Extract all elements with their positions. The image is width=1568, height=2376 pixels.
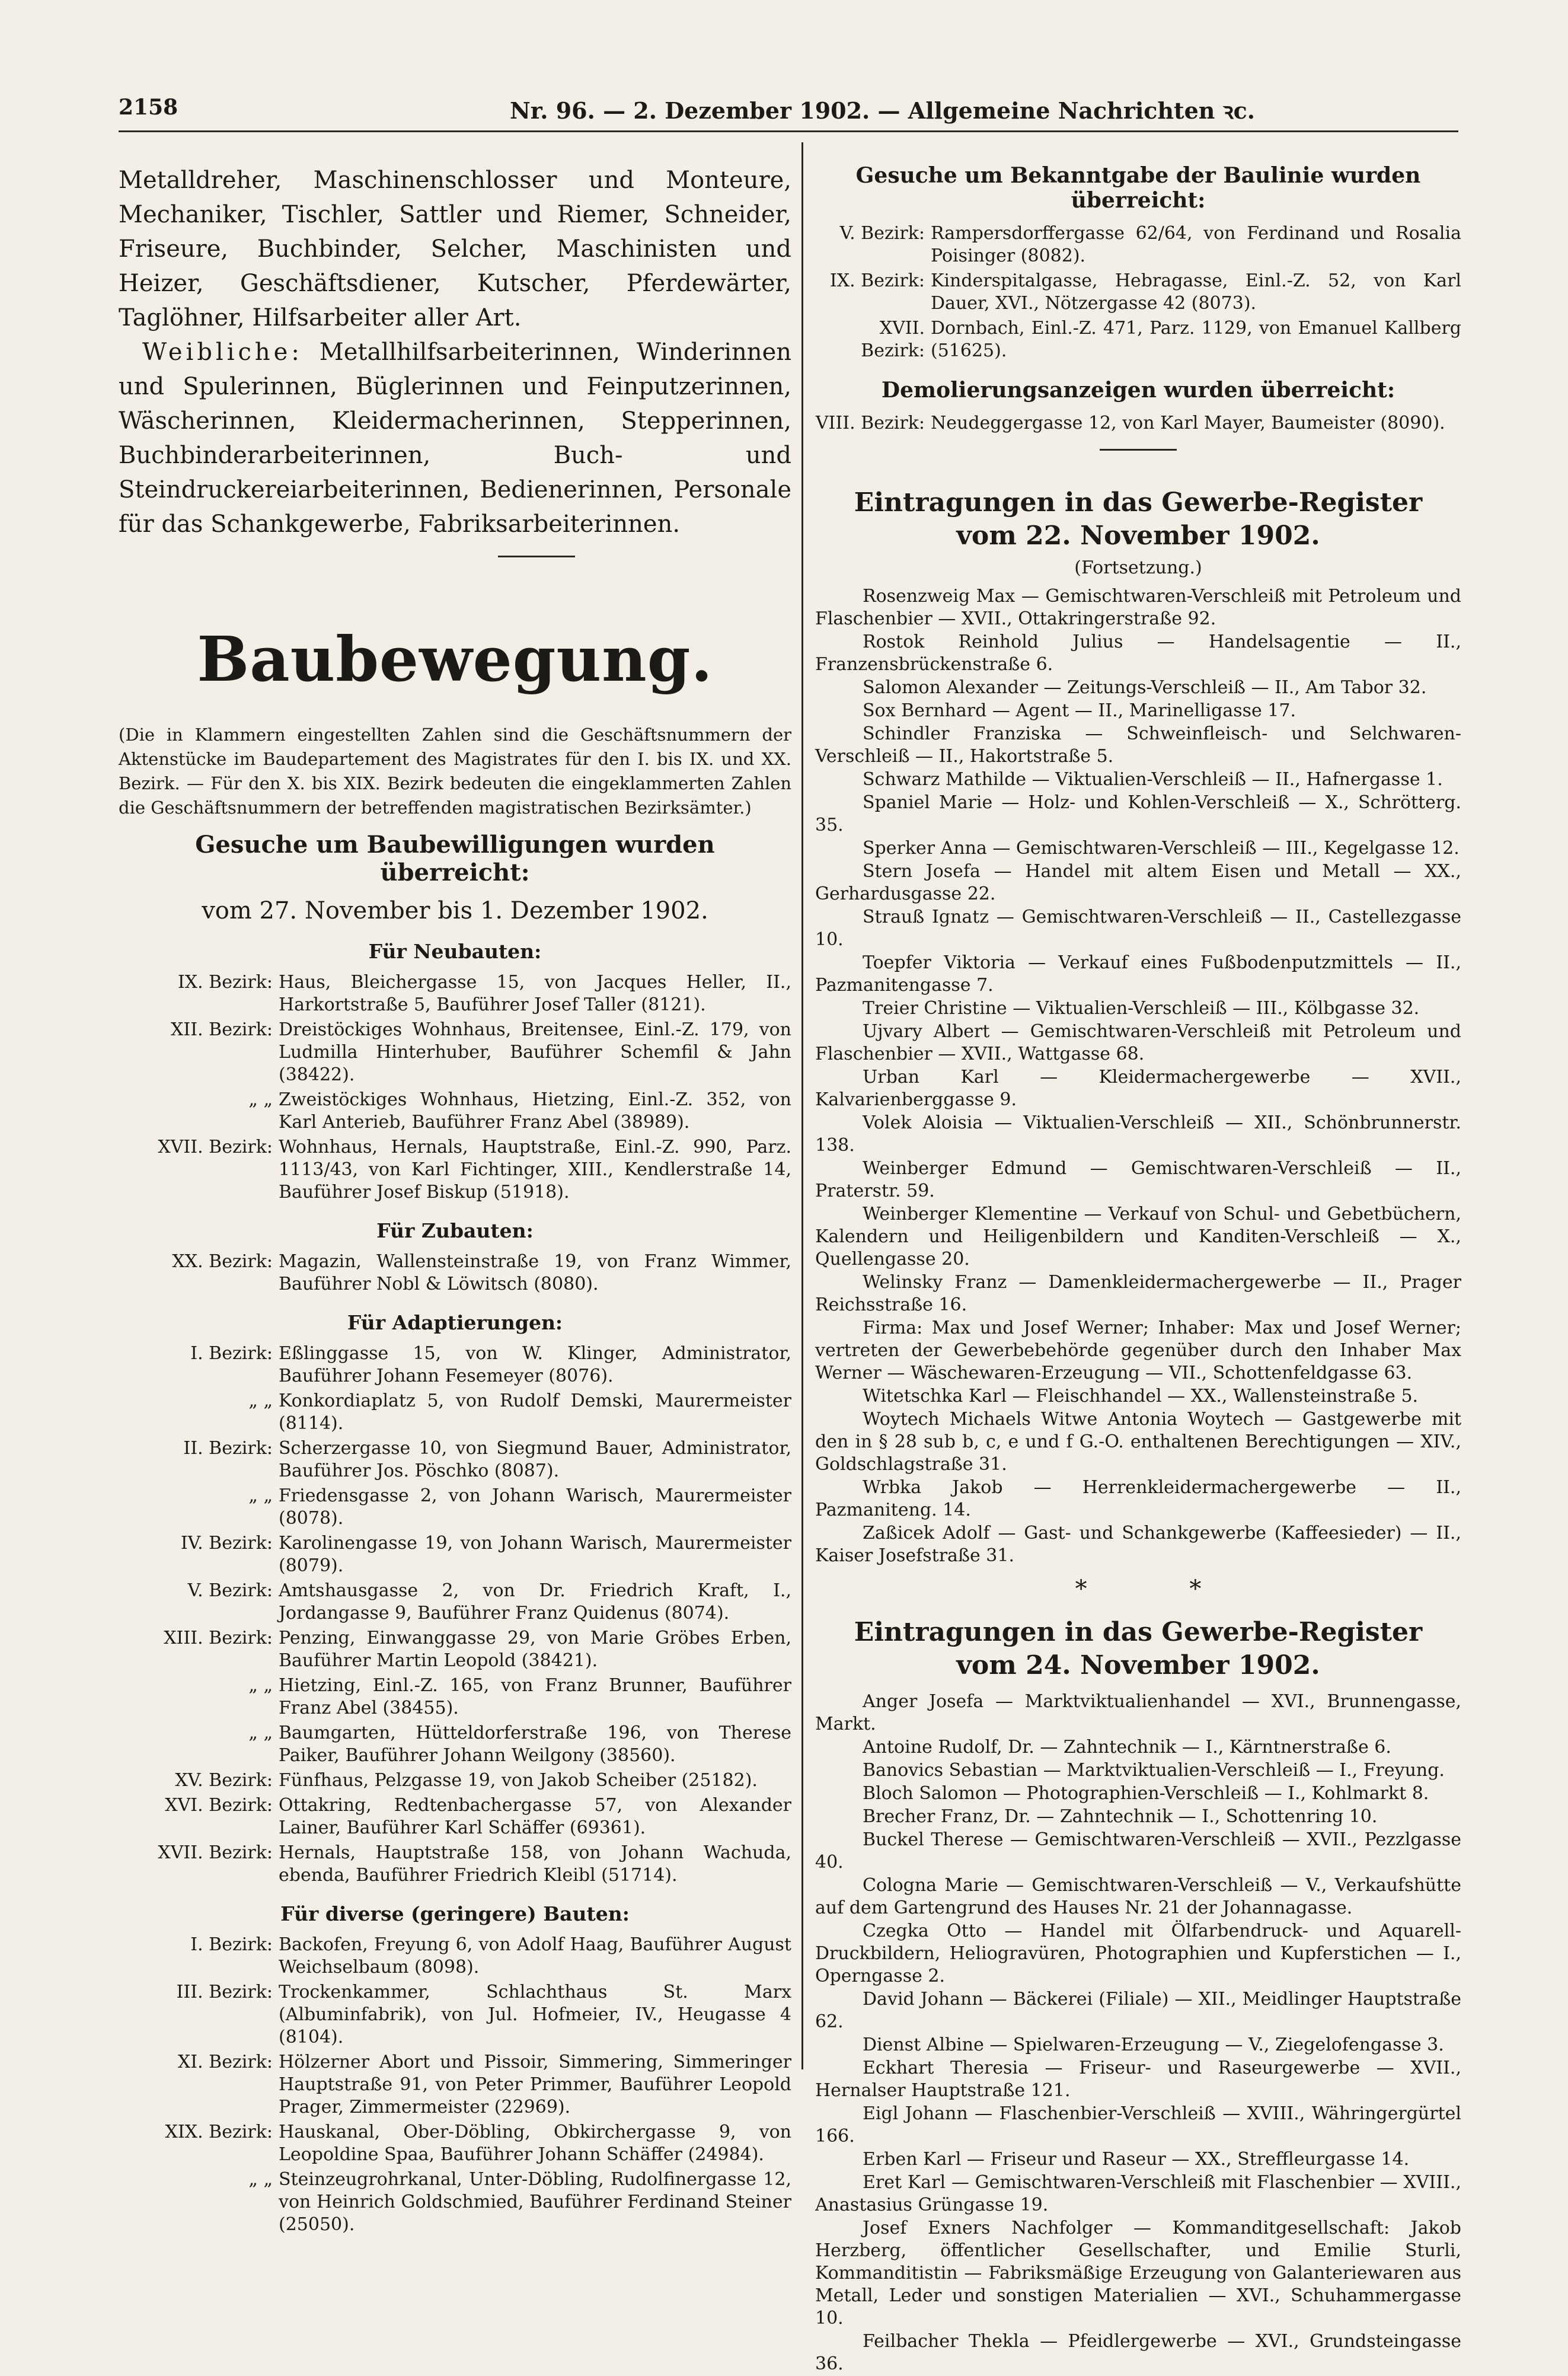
entry-row [119, 1019, 791, 1086]
register-entry: Ujvary Albert — Gemischtwaren-Verschleiß mit Petroleum und Flaschenbier — XVII., Wattgasse 68. [815, 1021, 1461, 1064]
entry-text: Ottakring, Redtenbachergasse 57, von Alexander Lainer, Bauführer Karl Schäffer (69361). [279, 1795, 791, 1838]
register-entry: Sox Bernhard — Agent — II., Marinelligasse 17. [863, 700, 1296, 721]
entry-row [119, 1580, 791, 1625]
entry-text: Scherzergasse 10, von Siegmund Bauer, Administrator, Bauführer Jos. Pöschko (8087). [279, 1438, 791, 1481]
female-occupations-text: Metallhilfsarbeiterinnen, Winderinnen und Spulerinnen, Büglerinnen und Feinputzerinnen, Wäscherinnen, Kleidermacherinnen, Stepperinnen, Buchbinderarbeiterinnen, Buch- und Steindruckereiarbeiterinnen, Bedienerinnen, Personale für das Schankgewerbe, Fabriksarbeiterinnen. [119, 339, 791, 538]
entry-text: Penzing, Einwanggasse 29, von Marie Gröbes Erben, Bauführer Martin Leopold (38421). [279, 1628, 791, 1671]
register-entry: Rosenzweig Max — Gemischtwaren-Verschleiß mit Petroleum und Flaschenbier — XVII., Ottakringerstraße 92. [815, 586, 1461, 629]
register-entry: Antoine Rudolf, Dr. — Zahntechnik — I., Kärntnerstraße 6. [863, 1737, 1391, 1758]
register-entry: Feilbacher Thekla — Pfeidlergewerbe — XVI., Grundsteingasse 36. [815, 2331, 1461, 2374]
entry-row [119, 1390, 791, 1435]
register-entry: Salomon Alexander — Zeitungs-Verschleiß — II., Am Tabor 32. [863, 677, 1427, 698]
register-entry: Volek Aloisia — Viktualien-Verschleiß — XII., Schönbrunnerstr. 138. [815, 1112, 1461, 1156]
entry-row [119, 1794, 791, 1839]
neubauten-heading: Für Neubauten: [368, 940, 542, 963]
register-entry: Witetschka Karl — Fleischhandel — XX., Wallensteinstraße 5. [863, 1386, 1419, 1407]
district-label: „ „ [248, 2169, 273, 2190]
district-label: I. Bezirk: [190, 1343, 273, 1364]
register-entry: Treier Christine — Viktualien-Verschleiß — III., Kölbgasse 32. [863, 998, 1420, 1019]
entry-row [815, 317, 1461, 362]
entry-row [119, 1485, 791, 1530]
register-entry: Weinberger Edmund — Gemischtwaren-Verschleiß — II., Praterstr. 59. [815, 1158, 1461, 1201]
register-1-continuation: (Fortsetzung.) [1074, 557, 1202, 578]
district-label: XVII. Bezirk: [158, 1842, 273, 1863]
register-1-list [815, 585, 1461, 1567]
register-entry: Anger Josefa — Marktviktualienhandel — XVI., Brunnengasse, Markt. [815, 1691, 1461, 1734]
weibliche-label: Weibliche: [142, 339, 303, 366]
district-label: „ „ [248, 1675, 273, 1696]
register-entry: Zaßicek Adolf — Gast- und Schankgewerbe (Kaffeesieder) — II., Kaiser Josefstraße 31. [815, 1523, 1461, 1566]
entry-text: Baumgarten, Hütteldorferstraße 196, von Therese Paiker, Bauführer Johann Weilgony (38560). [279, 1723, 791, 1766]
entry-text: Backofen, Freyung 6, von Adolf Haag, Bauführer August Weichselbaum (8098). [279, 1934, 791, 1978]
register-entry: Cologna Marie — Gemischtwaren-Verschleiß — V., Verkaufshütte auf dem Gartengrund des Hauses Nr. 21 der Johannagasse. [815, 1875, 1461, 1918]
entry-row [119, 1675, 791, 1720]
baulinie-list [815, 222, 1461, 362]
district-label: VIII. Bezirk: [815, 413, 925, 433]
entry-text: Neudeggergasse 12, von Karl Mayer, Baumeister (8090). [931, 413, 1445, 433]
entry-row [119, 1437, 791, 1482]
entry-text: Zweistöckiges Wohnhaus, Hietzing, Einl.-Z. 352, von Karl Anterieb, Bauführer Franz Abel (38989). [279, 1089, 791, 1133]
neubauten-list [119, 971, 791, 1204]
district-label: XI. Bezirk: [177, 2052, 273, 2072]
register-entry: Strauß Ignatz — Gemischtwaren-Verschleiß — II., Castellezgasse 10. [815, 907, 1461, 950]
baubewegung-title: Baubewegung. [197, 623, 713, 696]
register-1-title-line2: vom 22. November 1902. [956, 521, 1320, 551]
male-occupations-text: Metalldreher, Maschinenschlosser und Monteure, Mechaniker, Tischler, Sattler und Riemer, Schneider, Friseure, Buchbinder, Selcher, Maschinisten und Heizer, Geschäftsdiener, Kutscher, Pferdewärter, Taglöhner, Hilfsarbeiter aller Art. [119, 167, 791, 331]
gesuche-date: vom 27. November bis 1. Dezember 1902. [202, 897, 708, 924]
diverse-list [119, 1934, 791, 2236]
entry-text: Dornbach, Einl.-Z. 471, Parz. 1129, von Emanuel Kallberg (51625). [931, 318, 1461, 361]
adaptierungen-heading: Für Adaptierungen: [347, 1311, 563, 1334]
district-label: IV. Bezirk: [180, 1533, 273, 1554]
entry-text: Magazin, Wallensteinstraße 19, von Franz Wimmer, Bauführer Nobl & Löwitsch (8080). [279, 1251, 791, 1294]
left-column [119, 163, 791, 2238]
entry-row [119, 2121, 791, 2166]
zubauten-list [119, 1251, 791, 1296]
register-entry: Bloch Salomon — Photographien-Verschleiß — I., Kohlmarkt 8. [863, 1783, 1429, 1804]
district-label: IX. Bezirk: [177, 972, 273, 993]
entry-text: Fünfhaus, Pelzgasse 19, von Jakob Scheiber (25182). [279, 1770, 758, 1791]
register-2-title-line2: vom 24. November 1902. [956, 1650, 1320, 1680]
register-entry: Eckhart Theresia — Friseur- und Raseurgewerbe — XVII., Hernalser Hauptstraße 121. [815, 2058, 1461, 2101]
register-entry: Dienst Albine — Spielwaren-Erzeugung — V., Ziegelofengasse 3. [863, 2034, 1444, 2055]
district-label: XIX. Bezirk: [165, 2122, 273, 2142]
entry-text: Friedensgasse 2, von Johann Warisch, Maurermeister (8078). [279, 1485, 791, 1529]
register-2-list [815, 1691, 1461, 2375]
section-divider [1100, 449, 1177, 451]
section-divider [498, 556, 575, 557]
register-entry: Weinberger Klementine — Verkauf von Schul- und Gebetbüchern, Kalendern und Heiligenbildern und Kanditen-Verschleiß — X., Quellengasse 20. [815, 1204, 1461, 1270]
district-label: „ „ [248, 1089, 273, 1110]
entry-row [815, 412, 1461, 435]
register-entry: Sperker Anna — Gemischtwaren-Verschleiß — III., Kegelgasse 12. [863, 838, 1460, 859]
register-entry: Firma: Max und Josef Werner; Inhaber: Max und Josef Werner; vertreten der Gewerbebehörde gegenüber durch den Inhaber Max Werner — Wäschewaren-Erzeugung — VII., Schottenfeldgasse 63. [815, 1318, 1461, 1383]
register-1-title-line1: Eintragungen in das Gewerbe-Register [854, 487, 1423, 518]
district-label: XIII. Bezirk: [164, 1628, 273, 1648]
district-label: XVI. Bezirk: [165, 1795, 273, 1816]
entry-row [119, 1769, 791, 1792]
register-entry: Erben Karl — Friseur und Raseur — XX., Streffleurgasse 14. [863, 2149, 1410, 2170]
entry-text: Amtshausgasse 2, von Dr. Friedrich Kraft, I., Jordangasse 9, Bauführer Franz Quidenus (8074). [279, 1580, 791, 1624]
gesuche-heading: Gesuche um Baubewilligungen wurden überreicht: [195, 831, 715, 886]
header-rule [119, 130, 1458, 132]
baubewegung-intro: (Die in Klammern eingestellten Zahlen sind die Geschäftsnummern der Aktenstücke im Baudepartement des Magistrates für den I. bis IX. und XX. Bezirk. — Für den X. bis XIX. Bezirk bedeuten die eingeklammerten Zahlen die Geschäftsnummern der betreffenden magistratischen Bezirksämter.) [119, 725, 791, 818]
entry-row [119, 1934, 791, 1979]
page-number: 2158 [119, 95, 178, 120]
district-label: „ „ [248, 1485, 273, 1506]
entry-text: Haus, Bleichergasse 15, von Jacques Heller, II., Harkortstraße 5, Bauführer Josef Taller (8121). [279, 972, 791, 1015]
entry-text: Hölzerner Abort und Pissoir, Simmering, Simmeringer Hauptstraße 91, von Peter Primmer, Bauführer Leopold Prager, Zimmermeister (22969). [279, 2052, 791, 2117]
entry-text: Eßlinggasse 15, von W. Klinger, Administrator, Bauführer Johann Fesemeyer (8076). [279, 1343, 791, 1386]
district-label: IX. Bezirk: [829, 270, 925, 291]
district-label: XVII. Bezirk: [158, 1137, 273, 1157]
entry-text: Steinzeugrohrkanal, Unter-Döbling, Rudolfinergasse 12, von Heinrich Goldschmied, Bauführer Ferdinand Steiner (25050). [279, 2169, 791, 2235]
baulinie-heading: Gesuche um Bekanntgabe der Baulinie wurden überreicht: [855, 163, 1421, 213]
register-entry: Welinsky Franz — Damenkleidermachergewerbe — II., Prager Reichsstraße 16. [815, 1272, 1461, 1315]
entry-text: Karolinengasse 19, von Johann Warisch, Maurermeister (8079). [279, 1533, 791, 1576]
register-2-title [815, 1616, 1461, 1682]
zubauten-heading: Für Zubauten: [376, 1219, 534, 1242]
entry-text: Dreistöckiges Wohnhaus, Breitensee, Einl.-Z. 179, von Ludmilla Hinterhuber, Bauführer Schemfil & Jahn (38422). [279, 1019, 791, 1085]
register-entry: Urban Karl — Kleidermachergewerbe — XVII., Kalvarienberggasse 9. [815, 1067, 1461, 1110]
column-divider [801, 142, 803, 2069]
district-label: V. Bezirk: [187, 1580, 273, 1601]
register-entry: Czegka Otto — Handel mit Ölfarbendruck- und Aquarell-Druckbildern, Heliogravüren, Photographien und Kupferstichen — I., Operngasse 2. [815, 1921, 1461, 1986]
district-label: XV. Bezirk: [175, 1770, 273, 1791]
demolierung-heading: Demolierungsanzeigen wurden überreicht: [881, 378, 1395, 403]
entry-row [119, 1342, 791, 1388]
entry-row [119, 1251, 791, 1296]
entry-row [119, 1136, 791, 1204]
register-1-title [815, 486, 1461, 553]
district-label: XVII. Bezirk: [861, 318, 925, 361]
entry-text: Kinderspitalgasse, Hebragasse, Einl.-Z. 52, von Karl Dauer, XVI., Nötzergasse 42 (8073). [931, 270, 1461, 314]
register-entry: Rostok Reinhold Julius — Handelsagentie — II., Franzensbrückenstraße 6. [815, 632, 1461, 675]
entry-text: Hernals, Hauptstraße 158, von Johann Wachuda, ebenda, Bauführer Friedrich Kleibl (51714). [279, 1842, 791, 1886]
demolierung-list [815, 412, 1461, 435]
entry-text: Hauskanal, Ober-Döbling, Obkirchergasse 9, von Leopoldine Spaa, Bauführer Johann Schäffer (24984). [279, 2122, 791, 2165]
district-label: „ „ [248, 1723, 273, 1743]
register-entry: Woytech Michaels Witwe Antonia Woytech — Gastgewerbe mit den in § 28 sub b, c, e und f G.-O. enthaltenen Berechtigungen — XIV., Goldschlagstraße 31. [815, 1409, 1461, 1475]
entry-row [119, 1627, 791, 1672]
district-label: III. Bezirk: [176, 1982, 273, 2002]
running-title: Nr. 96. — 2. Dezember 1902. — Allgemeine Nachrichten ꝛc. [510, 97, 1256, 124]
page-header [119, 95, 1458, 130]
section-stars: * * [1075, 1576, 1202, 1603]
register-entry: Schindler Franziska — Schweinfleisch- und Selchwaren-Verschleiß — II., Hakortstraße 5. [815, 723, 1461, 767]
register-entry: Schwarz Mathilde — Viktualien-Verschleiß — II., Hafnergasse 1. [863, 769, 1443, 790]
entry-row [815, 270, 1461, 315]
register-entry: Spaniel Marie — Holz- und Kohlen-Verschleiß — X., Schrötterg. 35. [815, 792, 1461, 835]
entry-text: Hietzing, Einl.-Z. 165, von Franz Brunner, Bauführer Franz Abel (38455). [279, 1675, 791, 1718]
entry-text: Wohnhaus, Hernals, Hauptstraße, Einl.-Z. 990, Parz. 1113/43, von Karl Fichtinger, XIII., Kendlerstraße 14, Bauführer Josef Biskup (51918). [279, 1137, 791, 1203]
entry-row [119, 2168, 791, 2236]
entry-text: Konkordiaplatz 5, von Rudolf Demski, Maurermeister (8114). [279, 1390, 791, 1434]
entry-row [119, 1722, 791, 1767]
entry-row [119, 1089, 791, 1134]
district-label: I. Bezirk: [190, 1934, 273, 1955]
entry-row [119, 971, 791, 1016]
register-entry: Buckel Therese — Gemischtwaren-Verschleiß — XVII., Pezzlgasse 40. [815, 1829, 1461, 1873]
district-label: „ „ [248, 1390, 273, 1411]
right-column [815, 163, 1461, 2376]
entry-row [815, 222, 1461, 267]
register-entry: Banovics Sebastian — Marktviktualien-Verschleiß — I., Freyung. [863, 1760, 1445, 1781]
diverse-heading: Für diverse (geringere) Bauten: [280, 1902, 630, 1925]
entry-row [119, 2051, 791, 2119]
register-2-title-line1: Eintragungen in das Gewerbe-Register [854, 1617, 1423, 1647]
register-entry: Brecher Franz, Dr. — Zahntechnik — I., Schottenring 10. [863, 1806, 1378, 1827]
register-entry: Eret Karl — Gemischtwaren-Verschleiß mit Flaschenbier — XVIII., Anastasius Grüngasse 19. [815, 2172, 1461, 2215]
entry-text: Rampersdorffergasse 62/64, von Ferdinand und Rosalia Poisinger (8082). [931, 223, 1461, 266]
district-label: II. Bezirk: [183, 1438, 273, 1459]
district-label: V. Bezirk: [839, 223, 925, 244]
register-entry: Stern Josefa — Handel mit altem Eisen und Metall — XX., Gerhardusgasse 22. [815, 861, 1461, 904]
register-entry: Wrbka Jakob — Herrenkleidermachergewerbe — II., Pazmaniteng. 14. [815, 1477, 1461, 1520]
register-entry: Josef Exners Nachfolger — Kommanditgesellschaft: Jakob Herzberg, öffentlicher Gesellschafter, und Emilie Sturli, Kommanditistin — Fabriksmäßige Erzeugung von Galanteriewaren aus Metall, Leder und sonstigen Materialien — XVI., Schuhammergasse 10. [815, 2218, 1461, 2329]
spacer [815, 1682, 1461, 1691]
register-entry: Eigl Johann — Flaschenbier-Verschleiß — XVIII., Währingergürtel 166. [815, 2103, 1461, 2147]
entry-text: Trockenkammer, Schlachthaus St. Marx (Albuminfabrik), von Jul. Hofmeier, IV., Heugasse 4 (8104). [279, 1982, 791, 2047]
female-occupations-paragraph [119, 335, 791, 541]
district-label: XII. Bezirk: [171, 1019, 273, 1040]
adaptierungen-list [119, 1342, 791, 1887]
register-entry: David Johann — Bäckerei (Filiale) — XII., Meidlinger Hauptstraße 62. [815, 1989, 1461, 2032]
entry-row [119, 1981, 791, 2049]
district-label: XX. Bezirk: [172, 1251, 273, 1272]
entry-row [119, 1532, 791, 1577]
register-entry: Toepfer Viktoria — Verkauf eines Fußbodenputzmittels — II., Pazmanitengasse 7. [815, 952, 1461, 996]
entry-row [119, 1842, 791, 1887]
